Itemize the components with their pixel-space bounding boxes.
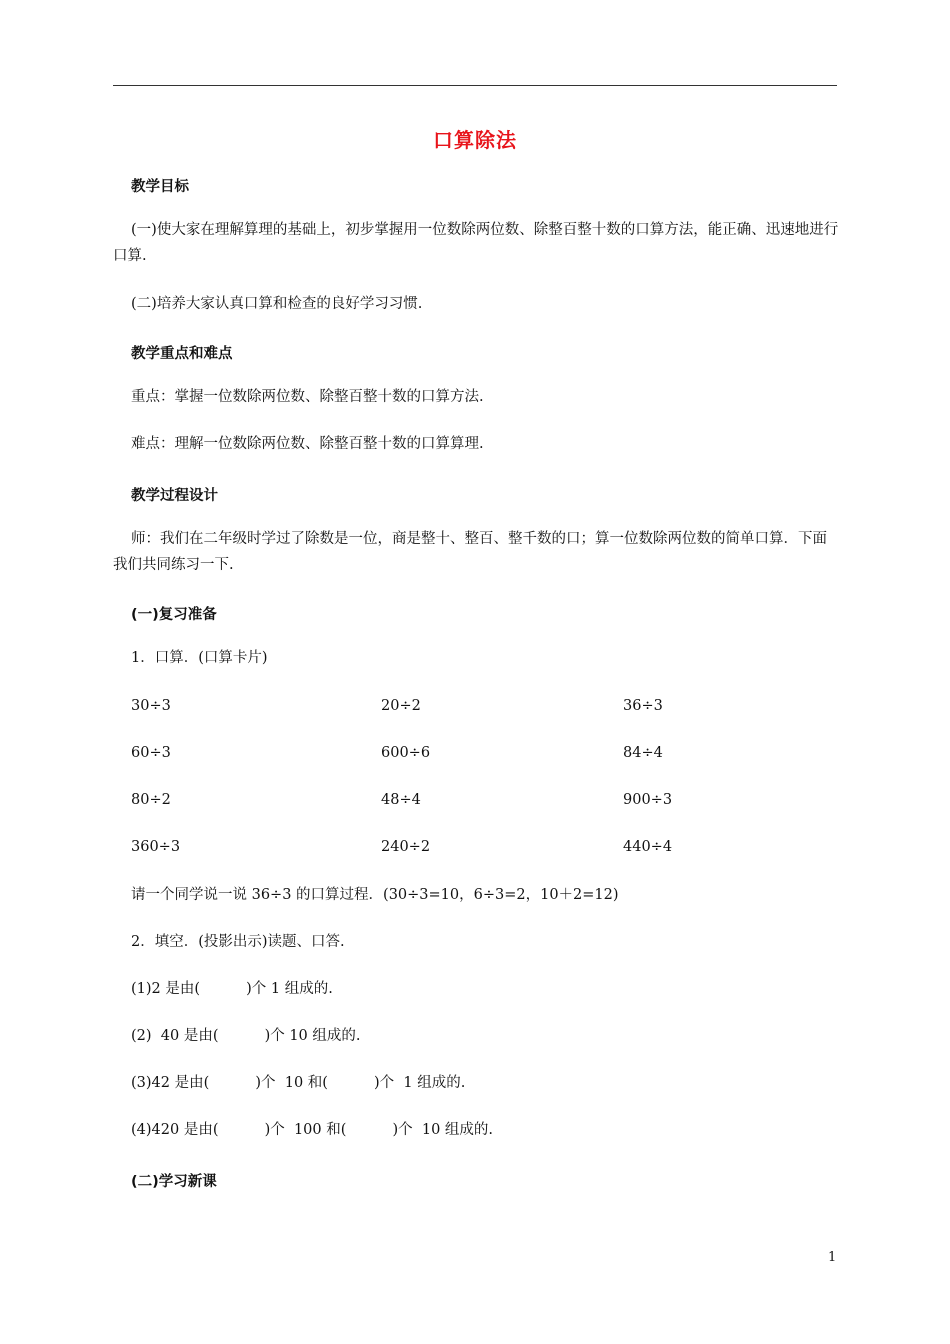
new-lesson-heading: (二)学习新课	[131, 1174, 217, 1190]
key-point-paragraph: 重点：掌握一位数除两位数、除整百整十数的口算方法.	[131, 389, 484, 405]
goal-2-paragraph: (二)培养大家认真口算和检查的良好学习习惯.	[131, 296, 423, 312]
exercise-cell: 36÷3	[623, 698, 663, 714]
review-heading: (一)复习准备	[131, 607, 217, 623]
fill-item: (3)42 是由( )个 10 和( )个 1 组成的.	[131, 1075, 466, 1091]
fill-item: (4)420 是由( )个 100 和( )个 10 组成的.	[131, 1122, 494, 1138]
header-rule	[113, 85, 837, 86]
exercise-cell: 440÷4	[623, 839, 673, 855]
exercise-cell: 80÷2	[131, 792, 171, 808]
process-heading: 教学过程设计	[131, 488, 218, 504]
explain-paragraph: 请一个同学说一说 36÷3 的口算过程．(30÷3=10，6÷3=2，10＋2=12)	[131, 887, 619, 903]
exercise-cell: 360÷3	[131, 839, 181, 855]
goal-heading: 教学目标	[131, 179, 189, 195]
difficult-point-paragraph: 难点：理解一位数除两位数、除整百整十数的口算算理.	[131, 436, 484, 452]
fill-item: (2) 40 是由( )个 10 组成的.	[131, 1028, 361, 1044]
exercise-cell: 84÷4	[623, 745, 663, 761]
exercise-cell: 20÷2	[381, 698, 421, 714]
exercise-cell: 30÷3	[131, 698, 171, 714]
exercise-cell: 48÷4	[381, 792, 421, 808]
exercise-cell: 240÷2	[381, 839, 431, 855]
item-1-label: 1．口算．(口算卡片)	[131, 650, 268, 666]
item-2-label: 2．填空．(投影出示)读题、口答.	[131, 934, 345, 950]
page-number: 1	[828, 1250, 837, 1265]
exercise-cell: 60÷3	[131, 745, 171, 761]
exercise-cell: 600÷6	[381, 745, 431, 761]
goal-1-paragraph: (一)使大家在理解算理的基础上，初步掌握用一位数除两位数、除整百整十数的口算方法，能正确、迅速地进行口算.	[113, 222, 839, 264]
page-title: 口算除法	[433, 128, 517, 152]
key-heading: 教学重点和难点	[131, 346, 233, 362]
exercise-cell: 900÷3	[623, 792, 673, 808]
teacher-intro-paragraph: 师：我们在二年级时学过了除数是一位，商是整十、整百、整千数的口；算一位数除两位数的简单口算．下面我们共同练习一下.	[113, 531, 827, 573]
fill-item: (1)2 是由( )个 1 组成的.	[131, 981, 333, 997]
